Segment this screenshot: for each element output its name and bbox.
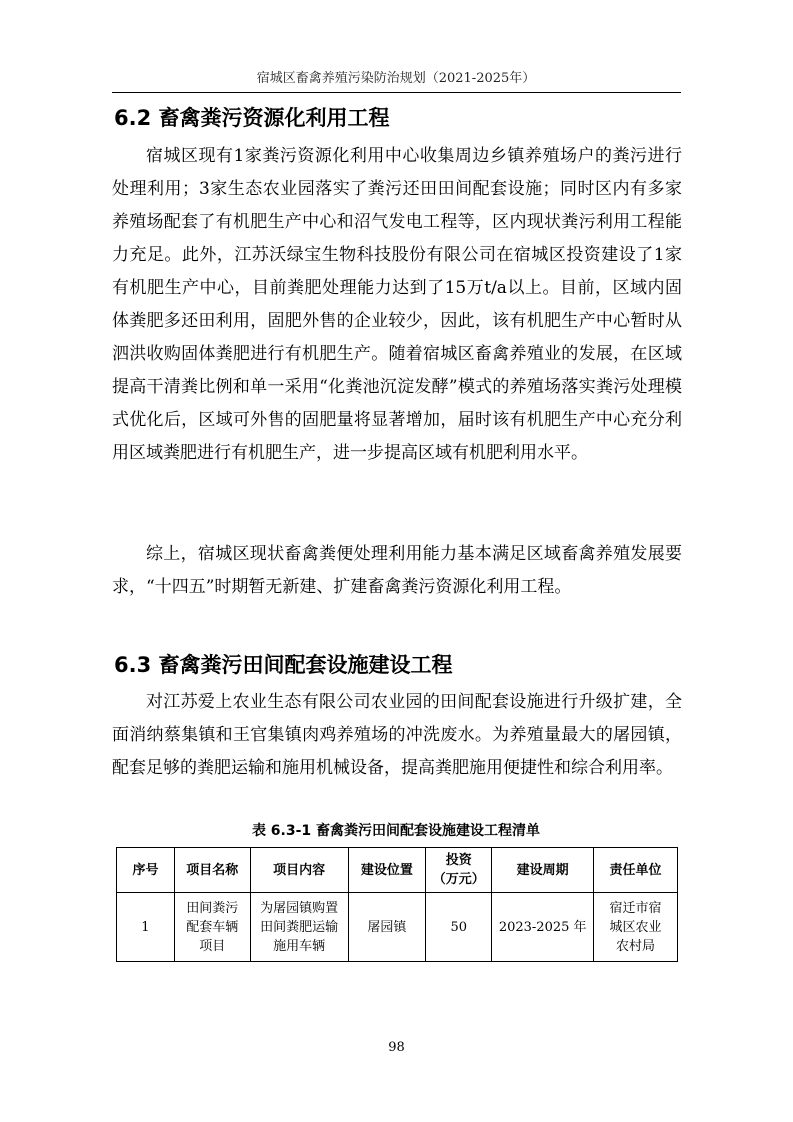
section-heading-6-3: 6.3 畜禽粪污田间配套设施建设工程 xyxy=(114,653,453,677)
page-number: 98 xyxy=(388,1040,405,1055)
paragraph-6-3-1: 对江苏爱上农业生态有限公司农业园的田间配套设施进行升级扩建，全面消纳蔡集镇和王官集镇肉鸡养殖场的冲洗废水。为养殖量最大的屠园镇，配套足够的粪肥运输和施用机械设备，提高粪肥施用便捷性和综合利用率。 xyxy=(112,692,682,778)
header-cell-location: 建设位置 xyxy=(348,848,426,893)
paragraph-6-2-2: 综上，宿城区现状畜禽粪便处理利用能力基本满足区域畜禽养殖发展要求，“十四五”时期暂无新建、扩建畜禽粪污资源化利用工程。 xyxy=(112,544,682,597)
section-heading-6-2: 6.2 畜禽粪污资源化利用工程 xyxy=(114,106,390,130)
cell-project-content: 为屠园镇购置 田间粪肥运输 施用车辆 xyxy=(250,893,348,962)
header-cell-investment: 投资 （万元） xyxy=(426,848,492,893)
header-cell-project-name: 项目名称 xyxy=(174,848,250,893)
cell-responsible: 宿迁市宿 城区农业 农村局 xyxy=(594,893,678,962)
cell-index: 1 xyxy=(117,893,175,962)
cell-project-name: 田间粪污 配套车辆 项目 xyxy=(174,893,250,962)
cell-investment: 50 xyxy=(426,893,492,962)
paragraph-6-2-1: 宿城区现有1家粪污资源化利用中心收集周边乡镇养殖场户的粪污进行处理利用；3家生态农业园落实了粪污还田田间配套设施；同时区内有多家养殖场配套了有机肥生产中心和沼气发电工程等，区内现状粪污利用工程能力充足。此外，江苏沃绿宝生物科技股份有限公司在宿城区投资建设了1家有机肥生产中心，目前粪肥处理能力达到了15万t/a以上。目前，区域内固体粪肥多还田利用，固肥外售的企业较少，因此，该有机肥生产中心暂时从泗洪收购固体粪肥进行有机肥生产。随着宿城区畜禽养殖业的发展，在区域提高干清粪比例和单一采用“化粪池沉淀发酵”模式的养殖场落实粪污处理模式优化后，区域可外售的固肥量将显著增加，届时该有机肥生产中心充分利用区域粪肥进行有机肥生产，进一步提高区域有机肥利用水平。 xyxy=(112,146,682,463)
project-table xyxy=(116,847,678,962)
cell-period: 2023-2025 年 xyxy=(492,893,594,962)
table-caption: 表 6.3-1 畜禽粪污田间配套设施建设工程清单 xyxy=(251,823,541,839)
cell-location: 屠园镇 xyxy=(348,893,426,962)
table-row xyxy=(117,893,678,962)
header-cell-project-content: 项目内容 xyxy=(250,848,348,893)
header-cell-period: 建设周期 xyxy=(492,848,594,893)
header-cell-responsible: 责任单位 xyxy=(594,848,678,893)
header-cell-index: 序号 xyxy=(117,848,175,893)
running-header: 宿城区畜禽养殖污染防治规划（2021-2025年） xyxy=(256,71,536,86)
table-header-row xyxy=(117,848,678,893)
header-rule xyxy=(112,92,681,93)
